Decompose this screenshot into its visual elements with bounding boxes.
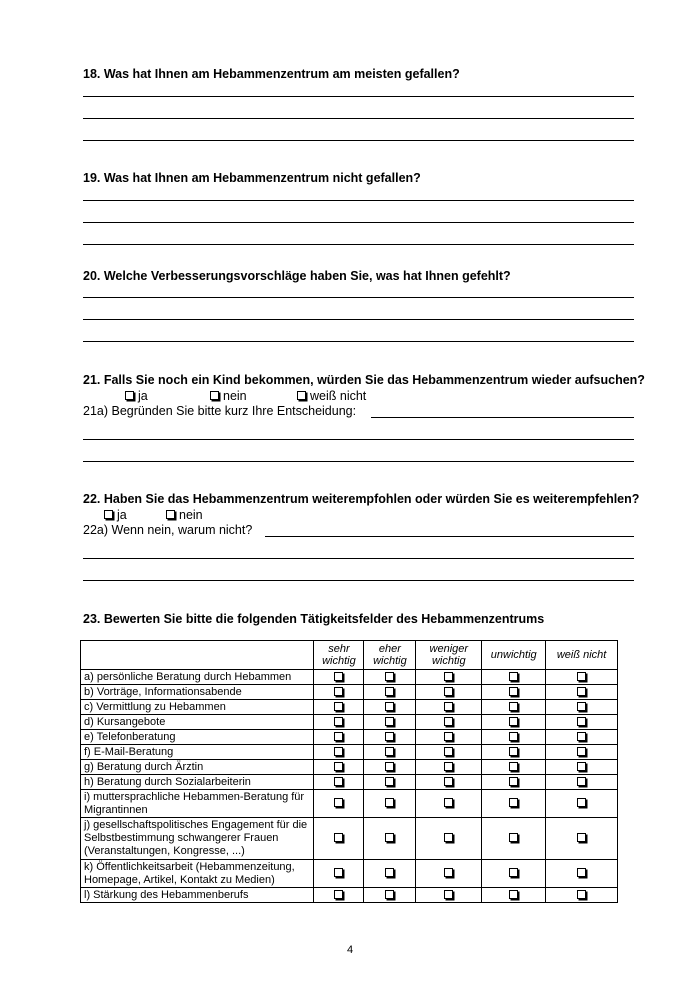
row-label: h) Beratung durch Sozialarbeiterin bbox=[81, 775, 314, 790]
row-label: b) Vorträge, Informationsabende bbox=[81, 685, 314, 700]
page-number: 4 bbox=[346, 944, 354, 956]
rating-cell[interactable] bbox=[482, 790, 546, 818]
rating-cell[interactable] bbox=[482, 730, 546, 745]
row-label: d) Kursangebote bbox=[81, 715, 314, 730]
rating-cell[interactable] bbox=[416, 888, 482, 903]
rating-cell[interactable] bbox=[416, 790, 482, 818]
rating-cell[interactable] bbox=[364, 670, 416, 685]
checkbox-icon[interactable] bbox=[577, 672, 586, 681]
rating-cell[interactable] bbox=[364, 745, 416, 760]
checkbox-icon[interactable] bbox=[509, 702, 518, 711]
row-label: e) Telefonberatung bbox=[81, 730, 314, 745]
rating-cell[interactable] bbox=[364, 685, 416, 700]
answer-line[interactable] bbox=[83, 200, 634, 201]
rating-cell[interactable] bbox=[482, 775, 546, 790]
table-row bbox=[81, 700, 618, 715]
answer-line[interactable] bbox=[83, 244, 634, 245]
checkbox-icon[interactable] bbox=[334, 702, 343, 711]
checkbox-icon[interactable] bbox=[334, 868, 343, 877]
rating-cell[interactable] bbox=[416, 685, 482, 700]
checkbox-icon[interactable] bbox=[385, 672, 394, 681]
rating-cell[interactable] bbox=[482, 818, 546, 860]
checkbox-icon[interactable] bbox=[385, 732, 394, 741]
table-header-row bbox=[81, 641, 618, 670]
checkbox-icon[interactable] bbox=[509, 747, 518, 756]
checkbox-icon[interactable] bbox=[385, 890, 394, 899]
rating-cell[interactable] bbox=[416, 860, 482, 888]
checkbox-icon[interactable] bbox=[385, 777, 394, 786]
rating-cell[interactable] bbox=[546, 888, 618, 903]
row-label: f) E-Mail-Beratung bbox=[81, 745, 314, 760]
checkbox-icon[interactable] bbox=[166, 510, 175, 519]
rating-cell[interactable] bbox=[482, 860, 546, 888]
checkbox-icon[interactable] bbox=[385, 702, 394, 711]
option-weiss-nicht[interactable]: weiß nicht bbox=[297, 389, 366, 403]
answer-line[interactable] bbox=[371, 417, 634, 418]
answer-line[interactable] bbox=[83, 297, 634, 298]
rating-cell[interactable] bbox=[416, 775, 482, 790]
table-row bbox=[81, 888, 618, 903]
rating-cell[interactable] bbox=[482, 888, 546, 903]
rating-cell[interactable] bbox=[364, 775, 416, 790]
rating-cell[interactable] bbox=[364, 715, 416, 730]
rating-cell[interactable] bbox=[364, 888, 416, 903]
checkbox-icon[interactable] bbox=[334, 717, 343, 726]
checkbox-icon[interactable] bbox=[385, 747, 394, 756]
checkbox-icon[interactable] bbox=[444, 833, 453, 842]
rating-cell[interactable] bbox=[546, 775, 618, 790]
answer-line[interactable] bbox=[83, 439, 634, 440]
rating-cell[interactable] bbox=[482, 715, 546, 730]
rating-cell[interactable] bbox=[416, 745, 482, 760]
checkbox-icon[interactable] bbox=[577, 890, 586, 899]
rating-cell[interactable] bbox=[314, 685, 364, 700]
rating-cell[interactable] bbox=[314, 818, 364, 860]
column-header: unwichtig bbox=[482, 641, 546, 670]
checkbox-icon[interactable] bbox=[334, 777, 343, 786]
checkbox-icon[interactable] bbox=[385, 798, 394, 807]
rating-cell[interactable] bbox=[546, 715, 618, 730]
rating-cell[interactable] bbox=[314, 670, 364, 685]
checkbox-icon[interactable] bbox=[385, 717, 394, 726]
rating-cell[interactable] bbox=[416, 818, 482, 860]
question-20: 20. Welche Verbesserungsvorschläge haben Sie, was hat Ihnen gefehlt? bbox=[83, 269, 511, 283]
checkbox-icon[interactable] bbox=[334, 732, 343, 741]
rating-cell[interactable] bbox=[482, 685, 546, 700]
checkbox-icon[interactable] bbox=[334, 687, 343, 696]
rating-cell[interactable] bbox=[364, 860, 416, 888]
checkbox-icon[interactable] bbox=[334, 762, 343, 771]
checkbox-icon[interactable] bbox=[444, 687, 453, 696]
question-22a: 22a) Wenn nein, warum nicht? bbox=[83, 523, 253, 537]
table-row bbox=[81, 790, 618, 818]
checkbox-icon[interactable] bbox=[297, 391, 306, 400]
table-row bbox=[81, 745, 618, 760]
table-row bbox=[81, 685, 618, 700]
checkbox-icon[interactable] bbox=[577, 868, 586, 877]
rating-cell[interactable] bbox=[482, 745, 546, 760]
rating-cell[interactable] bbox=[364, 790, 416, 818]
rating-cell[interactable] bbox=[416, 760, 482, 775]
checkbox-icon[interactable] bbox=[210, 391, 219, 400]
answer-line[interactable] bbox=[83, 118, 634, 119]
option-ja[interactable]: ja bbox=[125, 389, 148, 403]
checkbox-icon[interactable] bbox=[334, 747, 343, 756]
rating-cell[interactable] bbox=[546, 860, 618, 888]
rating-cell[interactable] bbox=[482, 760, 546, 775]
checkbox-icon[interactable] bbox=[385, 762, 394, 771]
checkbox-icon[interactable] bbox=[509, 762, 518, 771]
checkbox-icon[interactable] bbox=[444, 890, 453, 899]
checkbox-icon[interactable] bbox=[509, 868, 518, 877]
rating-cell[interactable] bbox=[546, 745, 618, 760]
question-19: 19. Was hat Ihnen am Hebammenzentrum nicht gefallen? bbox=[83, 171, 421, 185]
checkbox-icon[interactable] bbox=[444, 747, 453, 756]
question-22: 22. Haben Sie das Hebammenzentrum weiterempfohlen oder würden Sie es weiterempfehlen? bbox=[83, 492, 640, 506]
rating-cell[interactable] bbox=[416, 700, 482, 715]
checkbox-icon[interactable] bbox=[577, 762, 586, 771]
checkbox-icon[interactable] bbox=[385, 868, 394, 877]
question-18: 18. Was hat Ihnen am Hebammenzentrum am meisten gefallen? bbox=[83, 67, 460, 81]
rating-cell[interactable] bbox=[546, 818, 618, 860]
answer-line[interactable] bbox=[83, 96, 634, 97]
answer-line[interactable] bbox=[83, 341, 634, 342]
checkbox-icon[interactable] bbox=[509, 833, 518, 842]
rating-cell[interactable] bbox=[546, 685, 618, 700]
rating-cell[interactable] bbox=[546, 700, 618, 715]
checkbox-icon[interactable] bbox=[444, 717, 453, 726]
table-row bbox=[81, 760, 618, 775]
rating-cell[interactable] bbox=[482, 670, 546, 685]
option-ja[interactable]: ja bbox=[104, 508, 127, 522]
row-label: a) persönliche Beratung durch Hebammen bbox=[81, 670, 314, 685]
checkbox-icon[interactable] bbox=[104, 510, 113, 519]
column-header: sehr wichtig bbox=[314, 641, 364, 670]
row-label: j) gesellschaftspolitisches Engagement für die Selbstbestimmung schwangerer Frauen (Veranstaltungen, Kongresse, ...) bbox=[81, 818, 314, 860]
answer-line[interactable] bbox=[83, 222, 634, 223]
rating-cell[interactable] bbox=[314, 730, 364, 745]
rating-cell[interactable] bbox=[416, 730, 482, 745]
checkbox-icon[interactable] bbox=[509, 777, 518, 786]
checkbox-icon[interactable] bbox=[444, 732, 453, 741]
rating-cell[interactable] bbox=[314, 860, 364, 888]
checkbox-icon[interactable] bbox=[334, 798, 343, 807]
rating-table bbox=[80, 640, 618, 903]
column-header: eher wichtig bbox=[364, 641, 416, 670]
checkbox-icon[interactable] bbox=[509, 687, 518, 696]
option-nein[interactable]: nein bbox=[166, 508, 203, 522]
row-label: c) Vermittlung zu Hebammen bbox=[81, 700, 314, 715]
rating-cell[interactable] bbox=[546, 670, 618, 685]
rating-cell[interactable] bbox=[416, 670, 482, 685]
question-21: 21. Falls Sie noch ein Kind bekommen, würden Sie das Hebammenzentrum wieder aufsuchen? bbox=[83, 373, 645, 387]
rating-cell[interactable] bbox=[546, 790, 618, 818]
question-21a: 21a) Begründen Sie bitte kurz Ihre Entscheidung: bbox=[83, 404, 357, 418]
answer-line[interactable] bbox=[265, 536, 634, 537]
rating-cell[interactable] bbox=[314, 760, 364, 775]
checkbox-icon[interactable] bbox=[509, 890, 518, 899]
table-row bbox=[81, 670, 618, 685]
checkbox-icon[interactable] bbox=[385, 687, 394, 696]
table-row bbox=[81, 860, 618, 888]
table-row bbox=[81, 715, 618, 730]
checkbox-icon[interactable] bbox=[509, 732, 518, 741]
checkbox-icon[interactable] bbox=[509, 717, 518, 726]
checkbox-icon[interactable] bbox=[444, 702, 453, 711]
table-row bbox=[81, 818, 618, 860]
answer-line[interactable] bbox=[83, 319, 634, 320]
answer-line[interactable] bbox=[83, 580, 634, 581]
checkbox-icon[interactable] bbox=[577, 702, 586, 711]
option-nein[interactable]: nein bbox=[210, 389, 247, 403]
row-label: k) Öffentlichkeitsarbeit (Hebammenzeitung, Homepage, Artikel, Kontakt zu Medien) bbox=[81, 860, 314, 888]
checkbox-icon[interactable] bbox=[444, 672, 453, 681]
checkbox-icon[interactable] bbox=[509, 798, 518, 807]
row-label: g) Beratung durch Ärztin bbox=[81, 760, 314, 775]
rating-cell[interactable] bbox=[364, 818, 416, 860]
answer-line[interactable] bbox=[83, 140, 634, 141]
column-header: weiß nicht bbox=[546, 641, 618, 670]
checkbox-icon[interactable] bbox=[125, 391, 134, 400]
rating-cell[interactable] bbox=[364, 700, 416, 715]
rating-cell[interactable] bbox=[364, 730, 416, 745]
answer-line[interactable] bbox=[83, 461, 634, 462]
table-row bbox=[81, 730, 618, 745]
rating-cell[interactable] bbox=[416, 715, 482, 730]
checkbox-icon[interactable] bbox=[577, 747, 586, 756]
rating-cell[interactable] bbox=[314, 790, 364, 818]
question-23: 23. Bewerten Sie bitte die folgenden Tätigkeitsfelder des Hebammenzentrums bbox=[83, 612, 545, 626]
rating-cell[interactable] bbox=[546, 760, 618, 775]
checkbox-icon[interactable] bbox=[577, 798, 586, 807]
row-label: i) muttersprachliche Hebammen-Beratung für Migrantinnen bbox=[81, 790, 314, 818]
rating-cell[interactable] bbox=[314, 775, 364, 790]
checkbox-icon[interactable] bbox=[577, 833, 586, 842]
header-blank bbox=[81, 641, 314, 670]
checkbox-icon[interactable] bbox=[444, 777, 453, 786]
checkbox-icon[interactable] bbox=[577, 732, 586, 741]
rating-cell[interactable] bbox=[314, 715, 364, 730]
checkbox-icon[interactable] bbox=[334, 890, 343, 899]
rating-cell[interactable] bbox=[314, 700, 364, 715]
rating-cell[interactable] bbox=[314, 888, 364, 903]
checkbox-icon[interactable] bbox=[444, 798, 453, 807]
rating-cell[interactable] bbox=[546, 730, 618, 745]
column-header: weniger wichtig bbox=[416, 641, 482, 670]
rating-cell[interactable] bbox=[364, 760, 416, 775]
checkbox-icon[interactable] bbox=[444, 762, 453, 771]
checkbox-icon[interactable] bbox=[577, 777, 586, 786]
rating-cell[interactable] bbox=[314, 745, 364, 760]
table-row bbox=[81, 775, 618, 790]
checkbox-icon[interactable] bbox=[334, 672, 343, 681]
checkbox-icon[interactable] bbox=[509, 672, 518, 681]
checkbox-icon[interactable] bbox=[334, 833, 343, 842]
checkbox-icon[interactable] bbox=[444, 868, 453, 877]
checkbox-icon[interactable] bbox=[577, 717, 586, 726]
answer-line[interactable] bbox=[83, 558, 634, 559]
rating-cell[interactable] bbox=[482, 700, 546, 715]
checkbox-icon[interactable] bbox=[577, 687, 586, 696]
checkbox-icon[interactable] bbox=[385, 833, 394, 842]
row-label: l) Stärkung des Hebammenberufs bbox=[81, 888, 314, 903]
